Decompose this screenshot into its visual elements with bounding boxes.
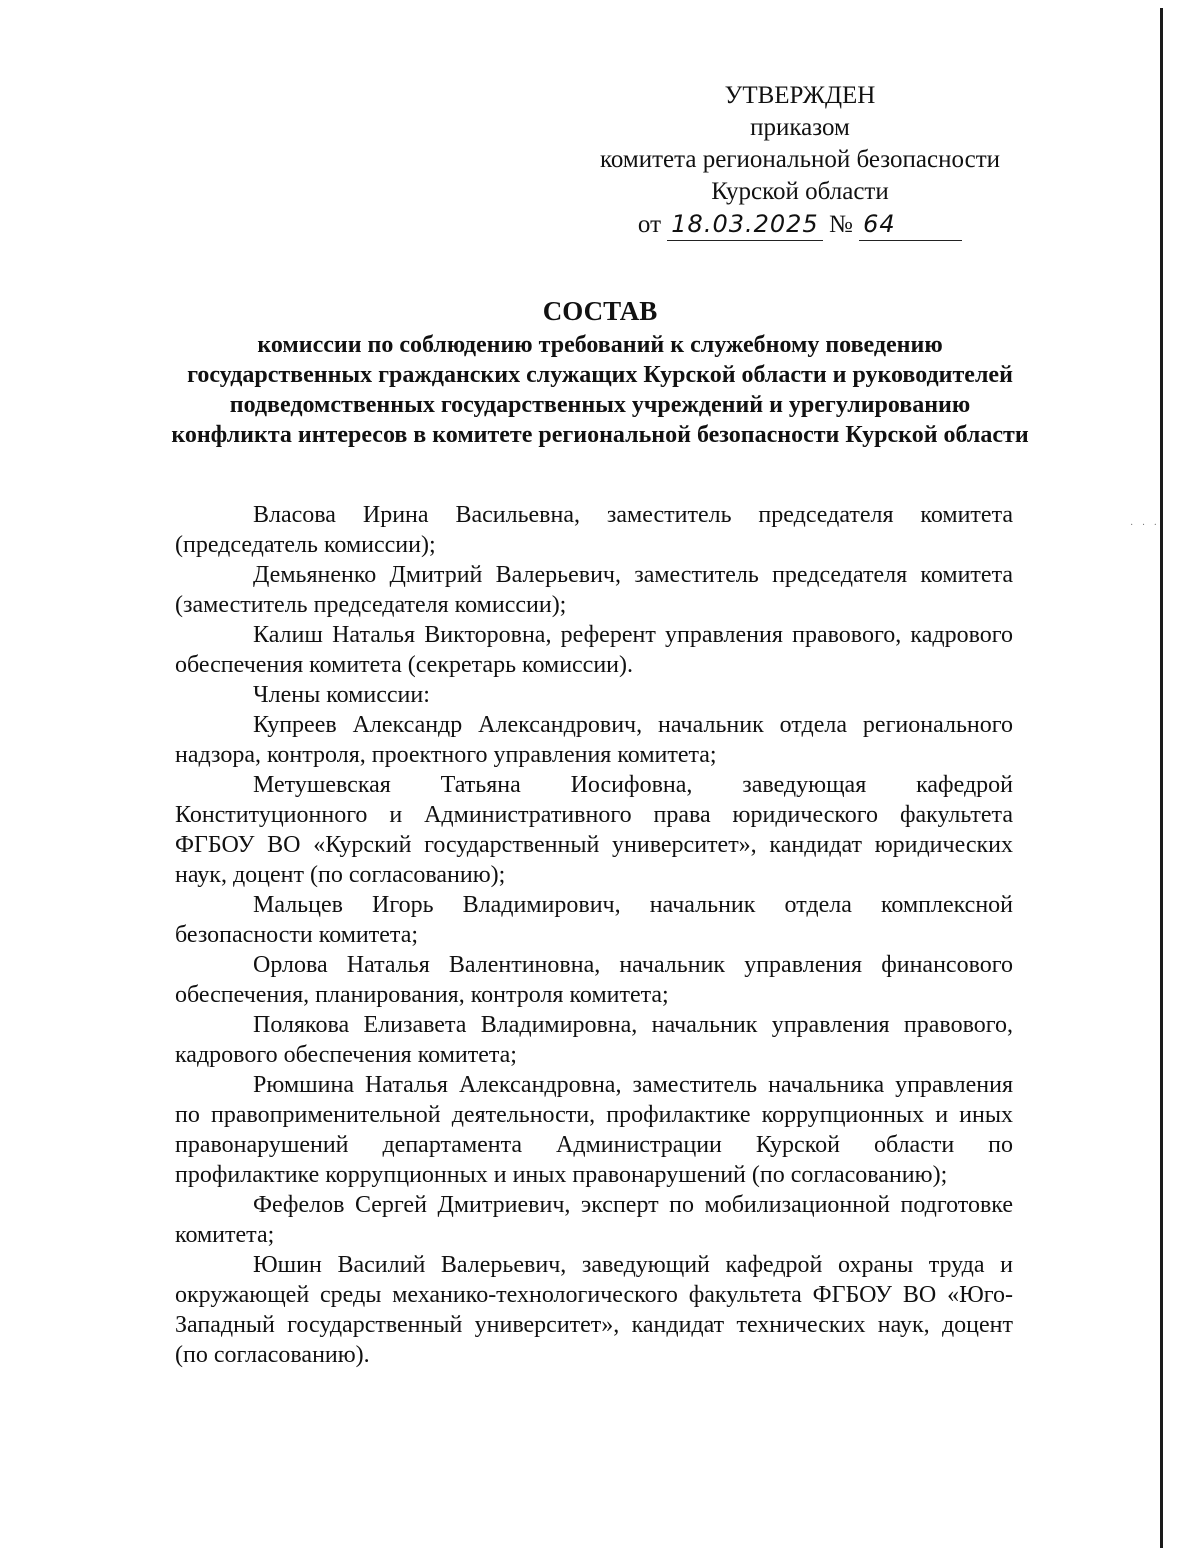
title-block <box>170 292 1030 450</box>
approval-by: приказом <box>750 114 850 141</box>
order-line <box>560 208 1040 241</box>
member-paragraph: Рюмшина Наталья Александровна, заместитель начальника управления по правоприменительной деятельности, профилактике коррупционных и иных правонарушений департамента Администрации Курской области по профилактике коррупционных и иных правонарушений (по согласованию); <box>175 1072 1013 1188</box>
approval-status: УТВЕРЖДЕН <box>724 82 876 109</box>
approval-region: Курской области <box>711 178 889 205</box>
member-paragraph: Фефелов Сергей Дмитриевич, эксперт по мобилизационной подготовке комитета; <box>175 1192 1013 1248</box>
number-sign: № <box>828 211 853 238</box>
member-paragraph: Власова Ирина Васильевна, заместитель председателя комитета (председатель комиссии); <box>175 502 1013 558</box>
members-heading: Члены комиссии: <box>253 682 430 708</box>
scan-artifact: · · · <box>1130 520 1160 531</box>
date-prefix: от <box>637 211 662 238</box>
order-number: 64 <box>859 208 962 241</box>
document-title: СОСТАВ <box>542 296 658 326</box>
approval-stamp-block <box>560 80 1040 241</box>
order-date: 18.03.2025 <box>667 208 822 241</box>
member-paragraph: Мальцев Игорь Владимирович, начальник отдела комплексной безопасности комитета; <box>175 892 1013 948</box>
document-subtitle: комиссии по соблюдению требований к служебному поведению государственных гражданских служащих Курской области и руководителей подведомственных государственных учреждений и урегулированию конфликта интересов в комитете региональной безопасности Курской области <box>171 332 1029 448</box>
member-paragraph: Калиш Наталья Викторовна, референт управления правового, кадрового обеспечения комитета (секретарь комиссии). <box>175 622 1013 678</box>
member-paragraph: Демьяненко Дмитрий Валерьевич, заместитель председателя комитета (заместитель председателя комиссии); <box>175 562 1013 618</box>
member-paragraph: Метушевская Татьяна Иосифовна, заведующая кафедрой Конституционного и Административного права юридического факультета ФГБОУ ВО «Курский государственный университет», кандидат юридических наук, доцент (по согласованию); <box>175 772 1013 888</box>
approval-authority: комитета региональной безопасности <box>600 146 1000 173</box>
member-paragraph: Купреев Александр Александрович, начальник отдела регионального надзора, контроля, проектного управления комитета; <box>175 712 1013 768</box>
member-paragraph: Полякова Елизавета Владимировна, начальник управления правового, кадрового обеспечения комитета; <box>175 1012 1013 1068</box>
member-paragraph: Юшин Василий Валерьевич, заведующий кафедрой охраны труда и окружающей среды механико-технологического факультета ФГБОУ ВО «Юго-Западный государственный университет», кандидат технических наук, доцент (по согласованию). <box>175 1252 1013 1368</box>
members-list <box>175 500 1013 1370</box>
scan-edge-line <box>1160 8 1163 1548</box>
member-paragraph: Орлова Наталья Валентиновна, начальник управления финансового обеспечения, планирования, контроля комитета; <box>175 952 1013 1008</box>
